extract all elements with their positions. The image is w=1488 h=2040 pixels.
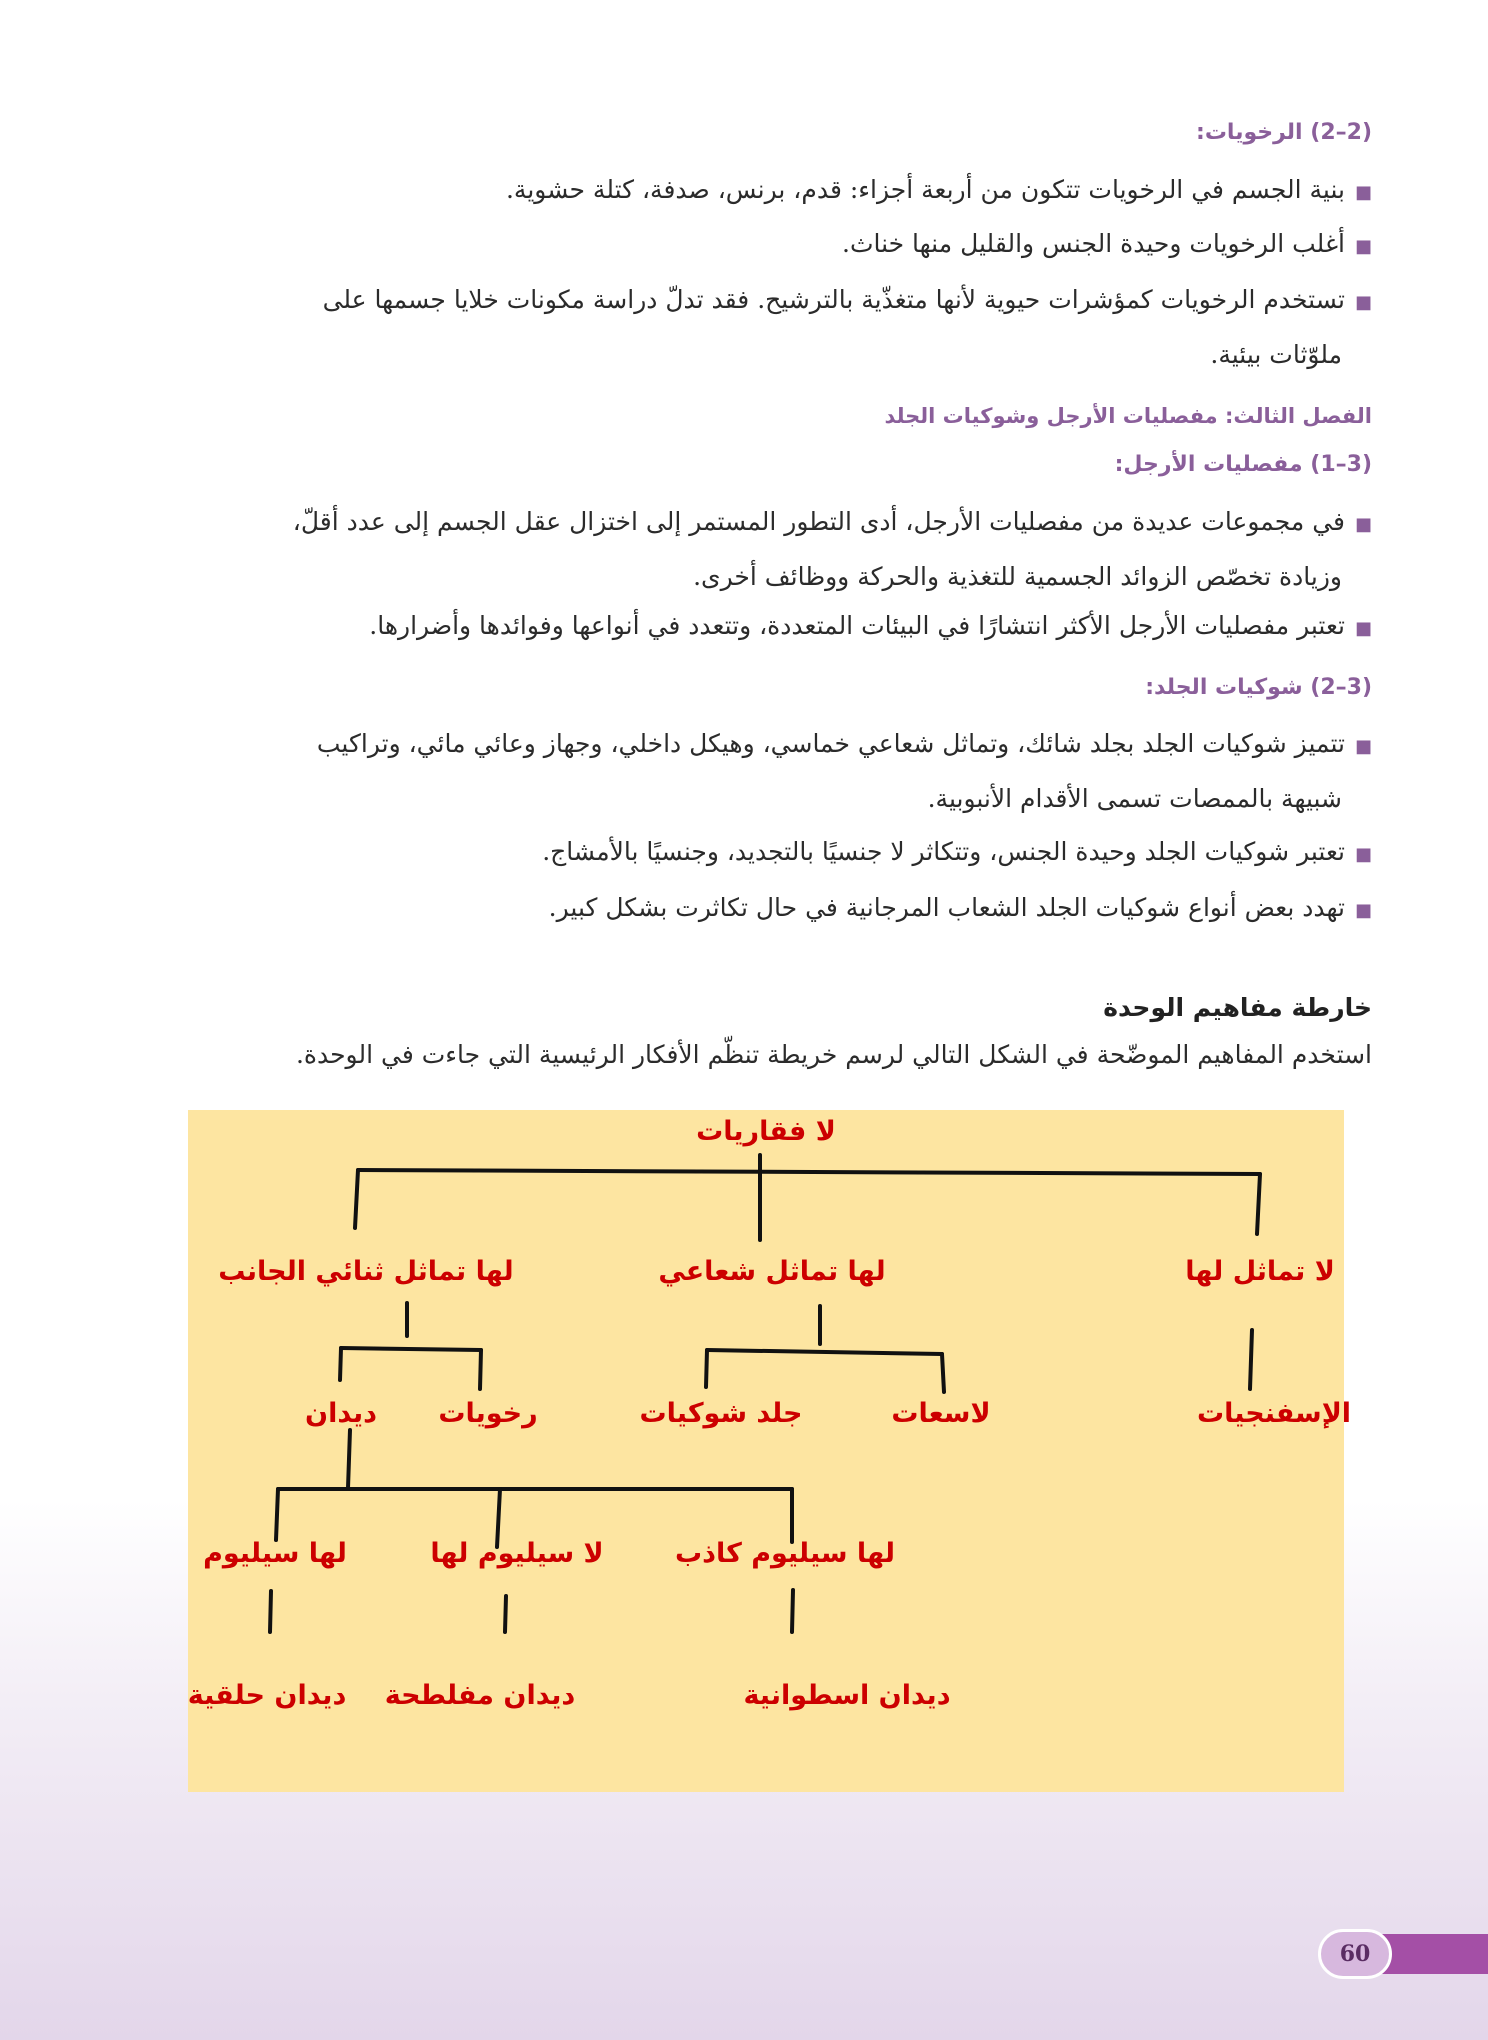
arthropods-bullet-1: ■في مجموعات عديدة من مفصليات الأرجل، أدى التطور المستمر إلى اختزال عقل الجسم إلى عدد أقلّ، وزيادة تخصّص الزوائد الجسمية للتغذية والحركة ووظائف أخرى. <box>112 496 1372 603</box>
connector-line <box>505 1596 506 1632</box>
molluscs-bullet-2: ■أغلب الرخويات وحيدة الجنس والقليل منها خناث. <box>842 229 1372 258</box>
connector-line <box>276 1489 278 1540</box>
node-sponges: الإسفنجيات <box>1196 1398 1352 1429</box>
echinoderms-heading: (3–2) شوكيات الجلد: <box>1145 675 1372 700</box>
echinoderms-bullet-1: ■تتميز شوكيات الجلد بجلد شائك، وتماثل شعاعي خماسي، وهيكل داخلي، وجهاز وعائي مائي، وتراكيب شبيهة بالممصات تسمى الأقدام الأنبوبية. <box>112 718 1372 825</box>
node-pseudocoelom: لها سيليوم كاذب <box>674 1538 896 1569</box>
connector-line <box>358 1170 1260 1174</box>
echinoderms-bullet-3: ■تهدد بعض أنواع شوكيات الجلد الشعاب المرجانية في حال تكاثرت بشكل كبير. <box>548 893 1372 922</box>
node-bilateral-symmetry: لها تماثل ثنائي الجانب <box>218 1256 514 1287</box>
molluscs-heading: (2–2) الرخويات: <box>1196 120 1372 145</box>
connector-line <box>270 1591 271 1632</box>
echinoderms-bullet-2: ■تعتبر شوكيات الجلد وحيدة الجنس، وتتكاثر لا جنسيًا بالتجديد، وجنسيًا بالأمشاج. <box>542 837 1372 866</box>
connector-line <box>1257 1174 1260 1234</box>
bullet-dot: ■ <box>1354 844 1372 865</box>
bullet-dot: ■ <box>1354 618 1372 639</box>
node-roundworms: ديدان اسطوانية <box>743 1680 951 1711</box>
connector-line <box>480 1350 481 1389</box>
node-root: لا فقاريات <box>696 1116 836 1147</box>
connector-line <box>792 1590 793 1632</box>
concept-map-title: خارطة مفاهيم الوحدة <box>1103 993 1372 1022</box>
arthropods-bullet-2: ■تعتبر مفصليات الأرجل الأكثر انتشارًا في البيئات المتعددة، وتتعدد في أنواعها وفوائدها وأضرارها. <box>369 611 1372 640</box>
node-worms: ديدان <box>305 1398 377 1429</box>
page-number: 60 <box>1318 1929 1392 1979</box>
molluscs-bullet-3: ■تستخدم الرخويات كمؤشرات حيوية لأنها متغذّية بالترشيح. فقد تدلّ دراسة مكونات خلايا جسمها على ملوّثات بيئية. <box>112 274 1372 381</box>
bullet-dot: ■ <box>1354 182 1372 203</box>
arthropods-heading: (3–1) مفصليات الأرجل: <box>1114 452 1372 477</box>
connector-line <box>348 1430 350 1488</box>
node-coelom: لها سيليوم <box>203 1538 347 1569</box>
arthropods-bullet-1-cont: وزيادة تخصّص الزوائد الجسمية للتغذية والحركة ووظائف أخرى. <box>693 562 1342 591</box>
connector-line <box>340 1348 341 1380</box>
node-radial-symmetry: لها تماثل شعاعي <box>658 1256 886 1287</box>
connector-line <box>355 1170 358 1228</box>
connector-line <box>707 1350 942 1354</box>
molluscs-bullet-1: ■بنية الجسم في الرخويات تتكون من أربعة أجزاء: قدم، برنس، صدفة، كتلة حشوية. <box>505 175 1372 204</box>
connector-line <box>1250 1330 1252 1389</box>
node-annelids: ديدان حلقية <box>187 1680 347 1711</box>
node-echinoderms: جلد شوكيات <box>639 1398 803 1429</box>
bullet-dot: ■ <box>1354 736 1372 757</box>
bullet-dot: ■ <box>1354 236 1372 257</box>
echinoderms-bullet-1-cont: شبيهة بالممصات تسمى الأقدام الأنبوبية. <box>927 784 1342 813</box>
bullet-dot: ■ <box>1354 514 1372 535</box>
bullet-dot: ■ <box>1354 900 1372 921</box>
node-no-symmetry: لا تماثل لها <box>1185 1256 1335 1287</box>
connector-line <box>341 1348 481 1350</box>
node-molluscs: رخويات <box>438 1398 538 1429</box>
connector-line <box>706 1350 707 1387</box>
node-cnidarians: لاسعات <box>891 1398 991 1429</box>
molluscs-bullet-3-cont: ملوّثات بيئية. <box>1210 340 1342 369</box>
bullet-dot: ■ <box>1354 292 1372 313</box>
connector-line <box>942 1354 944 1392</box>
concept-map-instruction: استخدم المفاهيم الموضّحة في الشكل التالي لرسم خريطة تنظّم الأفكار الرئيسية التي جاءت في الوحدة. <box>295 1040 1372 1069</box>
node-flatworms: ديدان مفلطحة <box>384 1680 576 1711</box>
chapter-heading: الفصل الثالث: مفصليات الأرجل وشوكيات الجلد <box>884 404 1372 428</box>
node-acoelom: لا سيليوم لها <box>430 1538 604 1569</box>
